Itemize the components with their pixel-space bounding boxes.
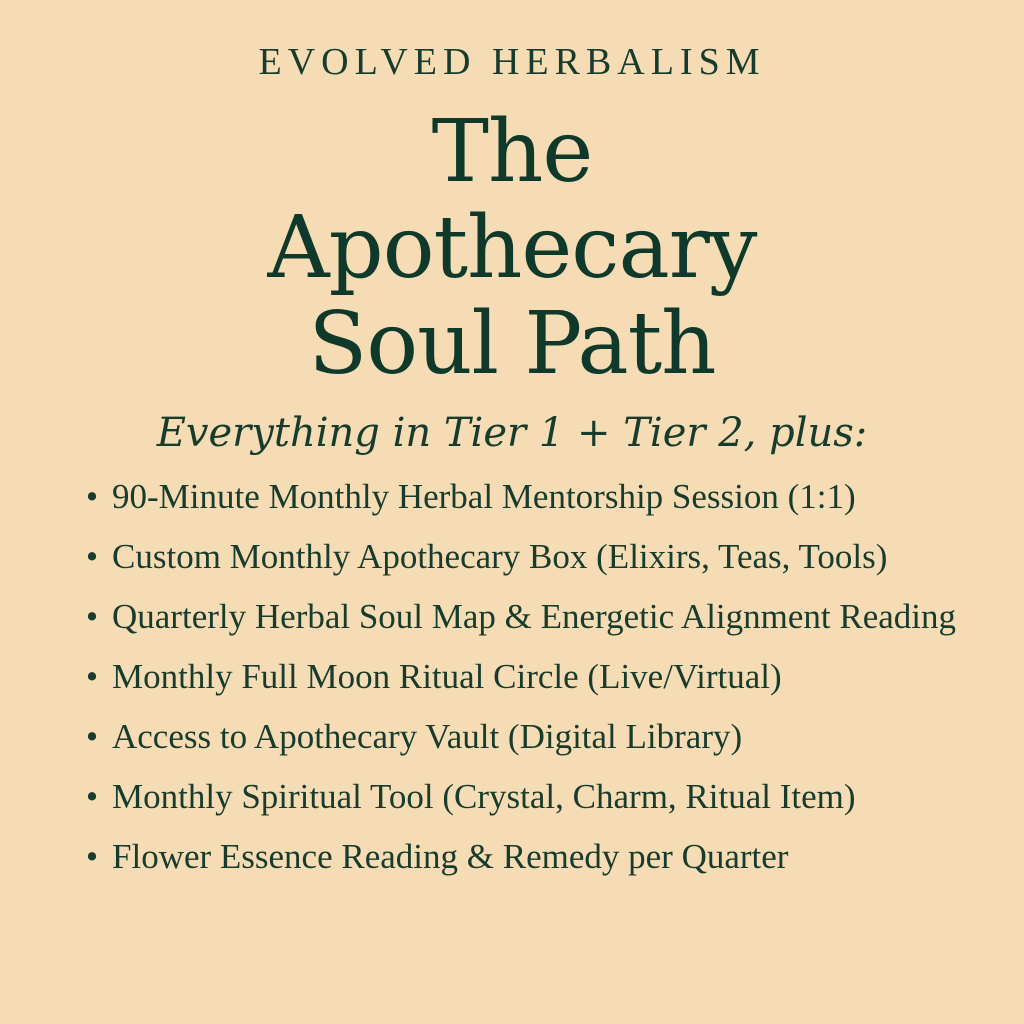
feature-text: Flower Essence Reading & Remedy per Quarter — [112, 837, 789, 876]
feature-item — [80, 534, 1010, 580]
feature-item — [80, 594, 1010, 640]
title-line-1: The — [431, 102, 593, 202]
feature-item — [80, 654, 1010, 700]
brand-name: EVOLVED HERBALISM — [258, 41, 766, 83]
feature-list — [80, 474, 1010, 894]
feature-text: Access to Apothecary Vault (Digital Library) — [112, 717, 743, 756]
bullet-icon: • — [85, 597, 99, 636]
title-line-3: Soul Path — [308, 294, 716, 394]
feature-item — [80, 834, 1010, 880]
feature-item — [80, 774, 1010, 820]
bullet-icon: • — [85, 837, 99, 876]
title-line-2: Apothecary — [267, 198, 757, 298]
feature-text: Monthly Spiritual Tool (Crystal, Charm, Ritual Item) — [112, 777, 856, 816]
feature-item — [80, 714, 1010, 760]
page-title — [0, 104, 1024, 392]
bullet-icon: • — [85, 477, 99, 516]
feature-text: Monthly Full Moon Ritual Circle (Live/Virtual) — [112, 657, 782, 696]
feature-text: Quarterly Herbal Soul Map & Energetic Alignment Reading — [112, 597, 957, 636]
bullet-icon: • — [85, 717, 99, 756]
bullet-icon: • — [85, 657, 99, 696]
feature-text: 90-Minute Monthly Herbal Mentorship Session (1:1) — [112, 477, 856, 516]
subtitle: Everything in Tier 1 + Tier 2, plus: — [156, 410, 868, 456]
feature-text: Custom Monthly Apothecary Box (Elixirs, Teas, Tools) — [112, 537, 888, 576]
bullet-icon: • — [85, 537, 99, 576]
feature-item — [80, 474, 1010, 520]
bullet-icon: • — [85, 777, 99, 816]
